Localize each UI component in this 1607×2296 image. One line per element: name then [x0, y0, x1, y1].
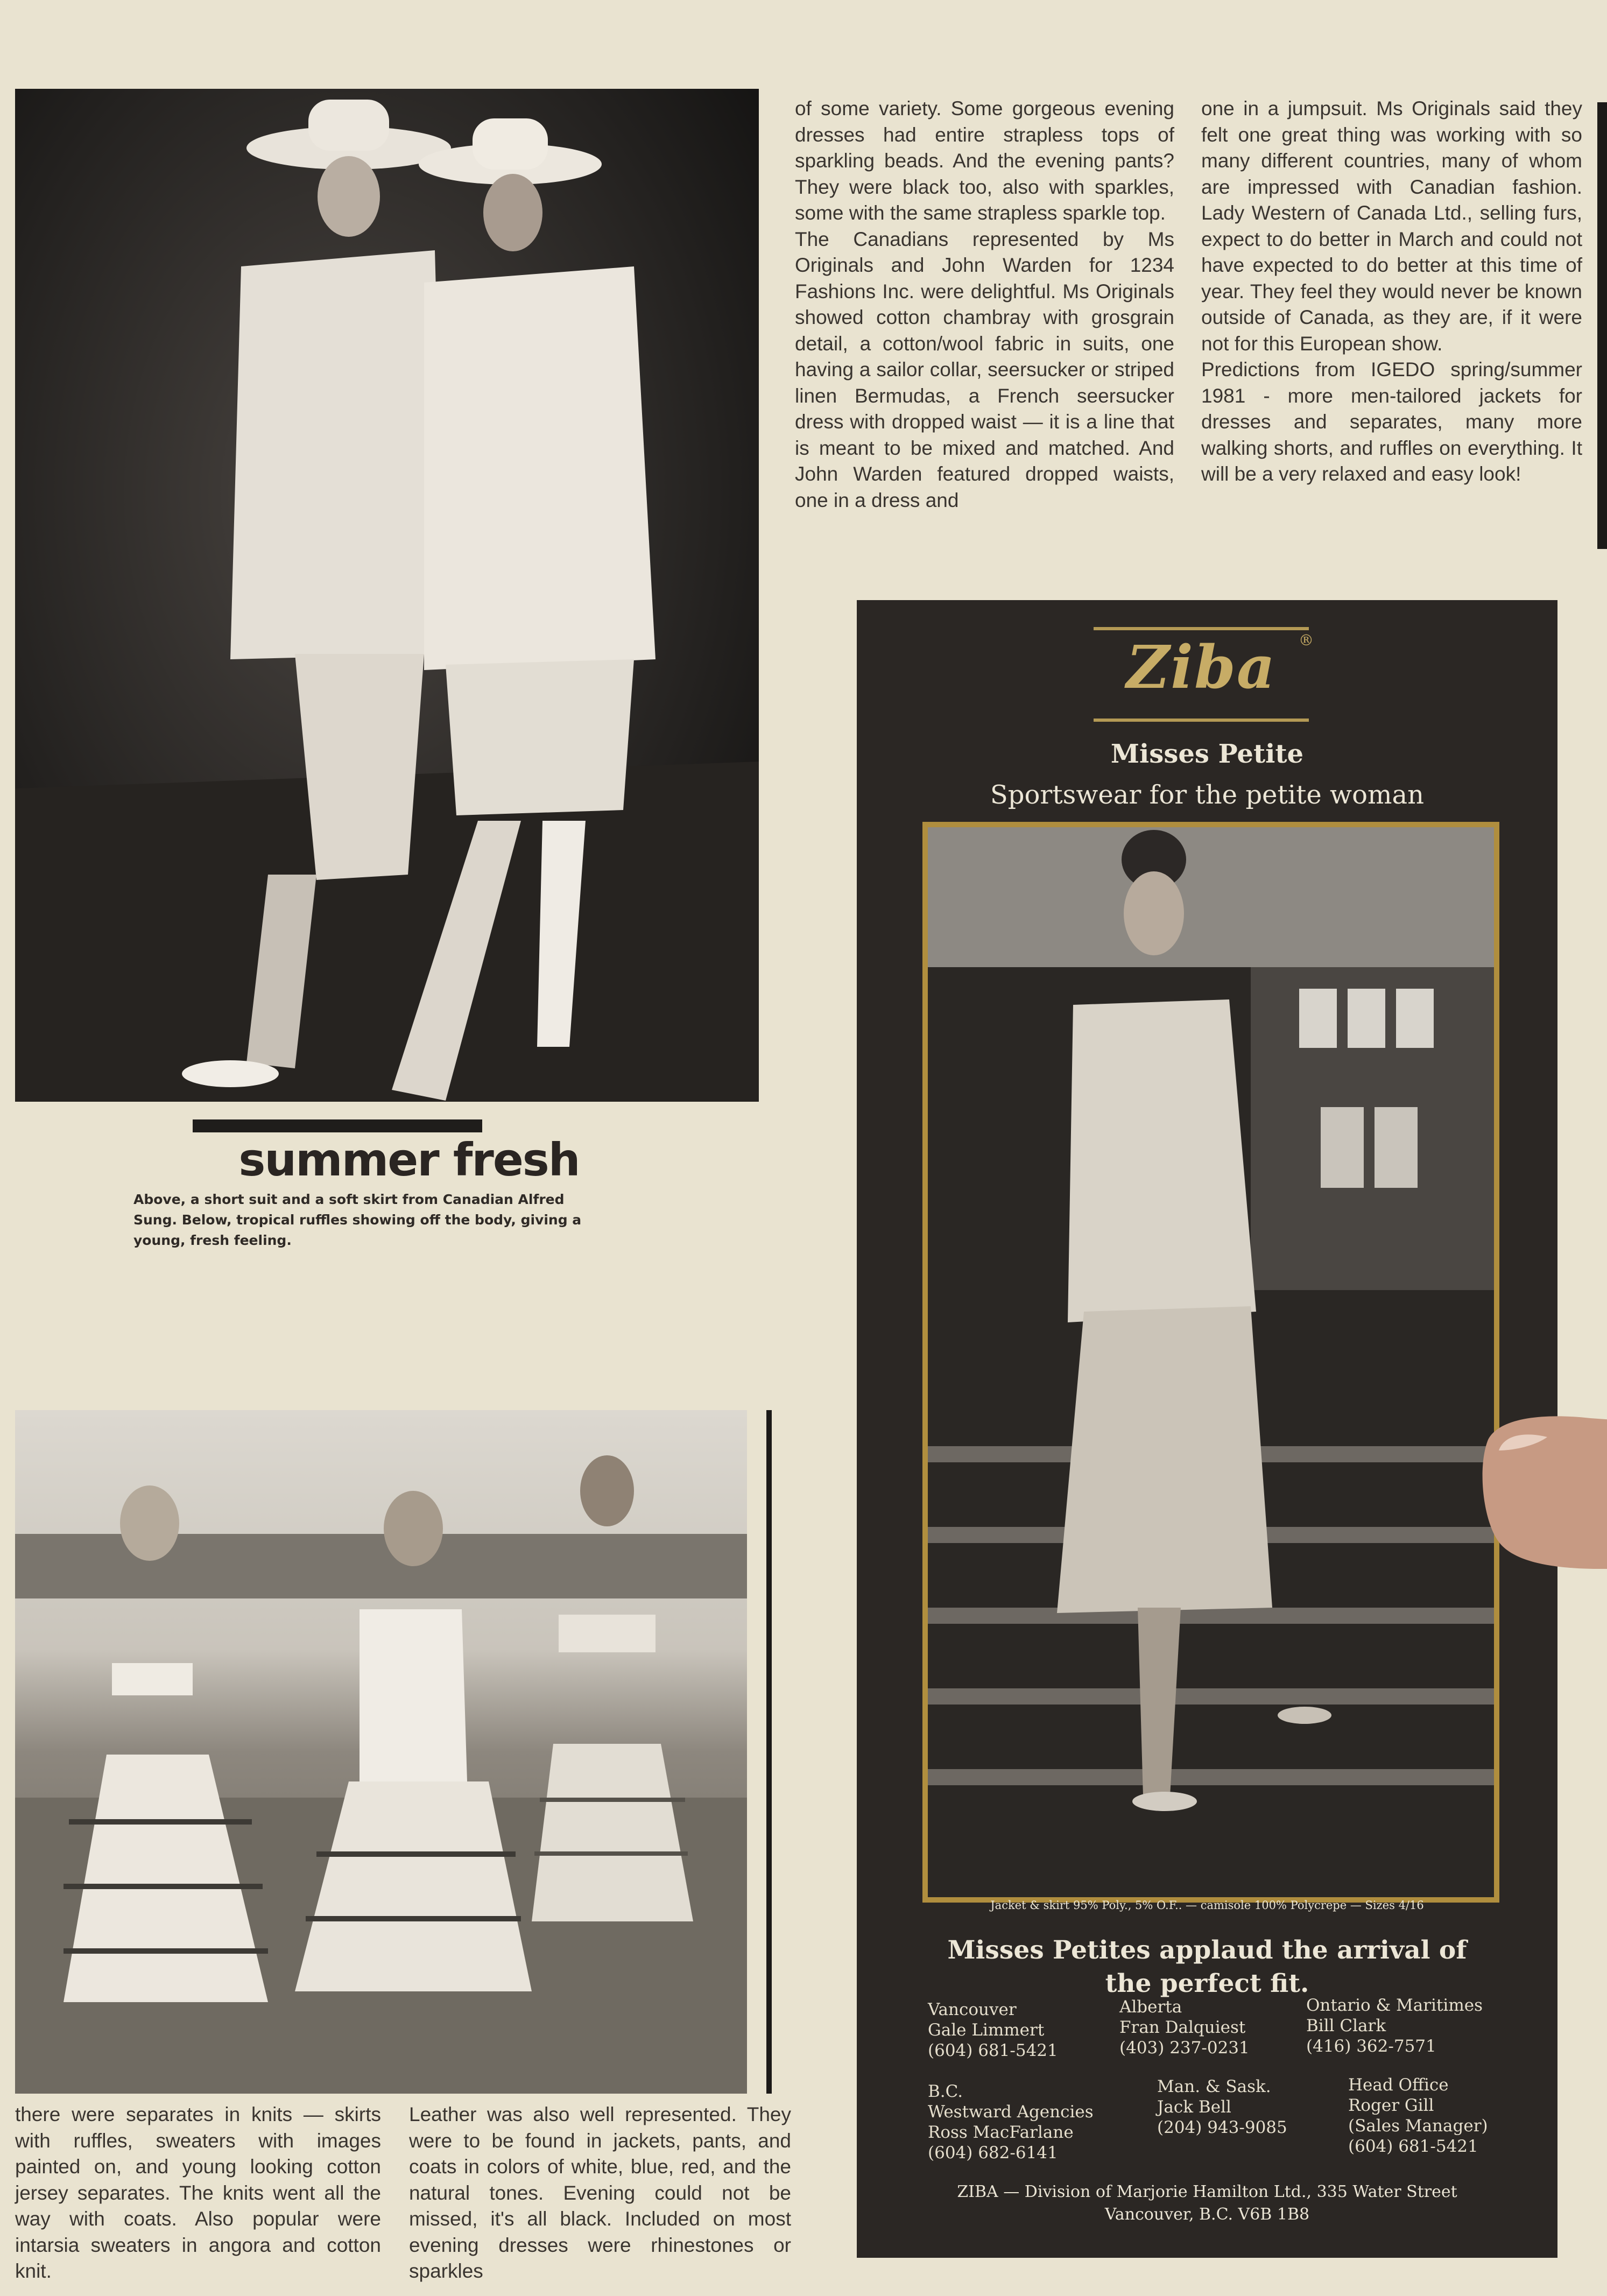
caption-rule — [193, 1119, 482, 1132]
logo-rule-bottom — [1094, 719, 1309, 722]
photo-woman-petite-suit — [928, 827, 1494, 1897]
paragraph: Predictions from IGEDO spring/summer 1981 - more men-tailored jackets for dresses and separates, many more walking shorts, and ruffles on everything. It will be a very relaxed and easy look! — [1201, 358, 1582, 485]
contact-vancouver: Vancouver Gale Limmert (604) 681-5421 — [928, 2000, 1058, 2060]
ad-footer-line-1: ZIBA — Division of Marjorie Hamilton Ltd., 335 Water Street — [957, 2182, 1457, 2201]
ad-subtitle: Sportswear for the petite woman — [990, 780, 1425, 810]
ad-photo-frame — [922, 822, 1499, 1903]
contact-alberta: Alberta Fran Dalquiest (403) 237-0231 — [1119, 1997, 1250, 2058]
page-spine — [1597, 102, 1607, 549]
paragraph: of some variety. Some gorgeous evening dresses had entire strapless tops of sparkling beads. And the evening pants? They were black too, also with sparkles, some with the same strapless sparkle top. — [795, 97, 1174, 224]
photo-three-women-ruffles — [15, 1410, 747, 2094]
top-article-column-2 — [1201, 96, 1582, 488]
top-article-column-1 — [795, 96, 1174, 513]
ad-title: Misses Petite — [1110, 739, 1304, 769]
contact-bc: B.C. Westward Agencies Ross MacFarlane (604) 682-6141 — [928, 2082, 1094, 2163]
contact-head-office: Head Office Roger Gill (Sales Manager) (604) 681-5421 — [1348, 2075, 1488, 2156]
bottom-article-column-2: Leather was also well represented. They were to be found in jackets, pants, and coats in colors of white, blue, red, and the natural tones. Evening could not be missed, it's all black. Included on most evening dresses were rhinestones or sparkles — [409, 2103, 791, 2282]
ad-slogan: Misses Petites applaud the arrival of the perfect fit. — [947, 1935, 1467, 1998]
ziba-logo: Ziba — [1126, 632, 1277, 702]
caption-text: Above, a short suit and a soft skirt from Canadian Alfred Sung. Below, tropical ruffles showing off the body, giving a young, fresh feeling. — [133, 1192, 582, 1248]
fabric-note: Jacket & skirt 95% Poly., 5% O.F.. — camisole 100% Polycrepe — Sizes 4/16 — [990, 1899, 1424, 1912]
registered-mark: ® — [1299, 631, 1314, 649]
paragraph: one in a jumpsuit. Ms Originals said they felt one great thing was working with so many different countries, many of whom are impressed with Canadian fashion. Lady Western of Canada Ltd., selling furs, expect to do better in March and could not have expected to do better at this time of year. They feel they would never be known outside of Canada, as they are, if it were not for this European show. — [1201, 97, 1582, 355]
paragraph: The Canadians represented by Ms Originals and John Warden for 1234 Fashions Inc. were delightful. Ms Originals showed cotton chambray with grosgrain detail, a cotton/wool fabric in suits, one having a sailor collar, seersucker or striped linen Bermudas, a French seersucker dress with dropped waist — it is a line that is meant to be mixed and matched. And John Warden featured dropped waists, one in a dress and — [795, 228, 1174, 511]
thumb-photo-intrusion — [1467, 1407, 1607, 1580]
logo-rule-top — [1094, 627, 1309, 630]
caption-headline: summer fresh — [238, 1133, 580, 1186]
photo-two-models-white-suits — [15, 89, 759, 1102]
bottom-article-column-1: there were separates in knits — skirts with ruffles, sweaters with images painted on, and young looking cotton jersey separates. The knits went all the way with coats. Also popular were intarsia sweaters in angora and cotton knit. — [15, 2103, 381, 2282]
ziba-advertisement — [857, 600, 1557, 2258]
contact-man-sask: Man. & Sask. Jack Bell (204) 943-9085 — [1157, 2077, 1287, 2137]
contact-ontario-maritimes: Ontario & Maritimes Bill Clark (416) 362-7571 — [1306, 1996, 1483, 2056]
ad-footer-line-2: Vancouver, B.C. V6B 1B8 — [1104, 2205, 1310, 2224]
photo-edge-rule — [766, 1410, 772, 2094]
